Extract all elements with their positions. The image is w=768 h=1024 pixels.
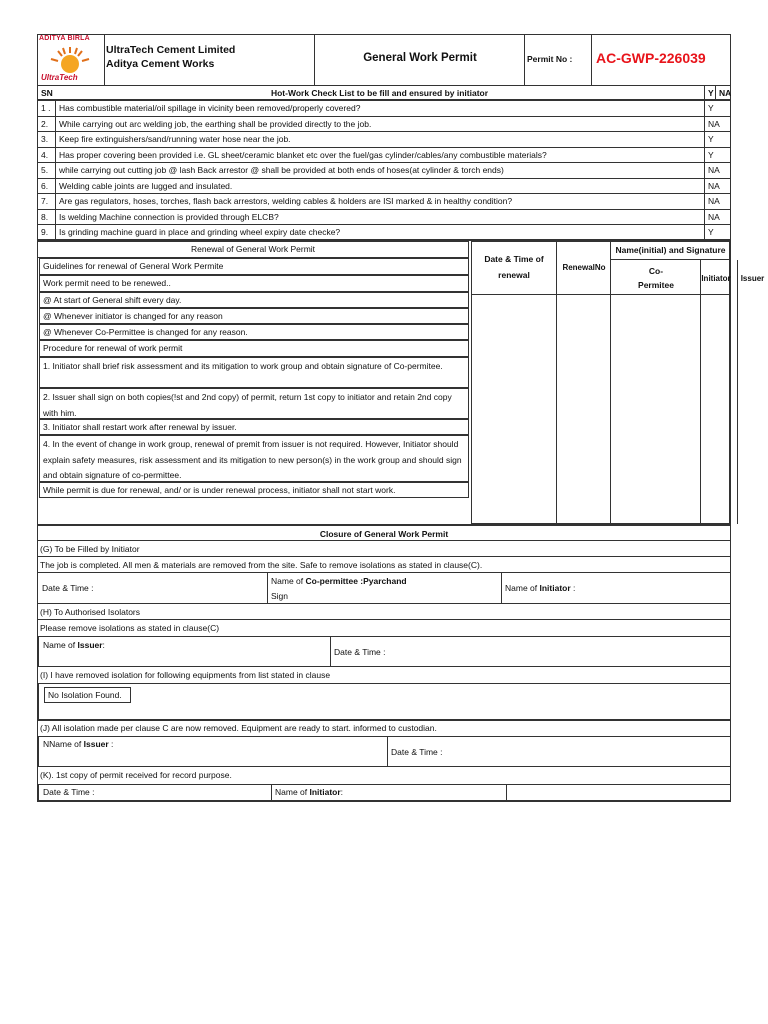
- h-issuer-label: Name of: [43, 640, 78, 650]
- closure-i-label: (I) I have removed isolation for following equipments from list stated in clause: [40, 670, 331, 680]
- aditya-birla-sun-logo-icon: [43, 45, 97, 73]
- k-initiator-bold: Initiator: [309, 787, 341, 797]
- na-header: NA: [715, 85, 732, 100]
- j-issuer-field: [40, 736, 116, 752]
- checklist-text: Welding cable joints are lugged and insulated.: [59, 180, 233, 191]
- col-renewal-no-divider: [557, 241, 611, 524]
- checklist-sn: 7.: [41, 196, 49, 206]
- closure-h-text: Please remove isolations as stated in clause(C): [40, 623, 220, 633]
- g-date-time: Date & Time :: [42, 583, 94, 593]
- k-initiator-field: [272, 784, 346, 800]
- col-copermitee-header: Co-Permitee: [638, 266, 674, 290]
- checklist-sn: 4.: [41, 149, 49, 160]
- i-value: No Isolation Found.: [44, 687, 131, 703]
- checklist-row: [37, 193, 731, 210]
- procedure-step-4: 4. In the event of change in work group, renewal of premit from issuer is not required. However, Initiator should explain safety measures, risk assessment and its mitigation to new person(s) in the work group and should sign and obtain signature of co-permittee.: [39, 435, 469, 482]
- renewal-need-text: Work permit need to be renewed..: [39, 275, 469, 292]
- g-copermittee-label: Name of: [271, 576, 306, 586]
- renewal-title: Renewal of General Work Permit: [37, 241, 469, 258]
- k-row: [38, 784, 731, 801]
- renewal-rule-1: @ At start of General shift every day.: [39, 292, 469, 308]
- permit-no-label-block: [525, 34, 592, 86]
- y-header: Y: [704, 85, 716, 100]
- checklist-text: Has proper covering been provided i.e. GL sheet/ceramic blanket etc over the fuel/gas cylinder/cables/any combustible materials?: [59, 149, 547, 160]
- procedure-step-1: 1. Initiator shall brief risk assessment and its mitigation to work group and obtain signature of Co-permitee.: [39, 357, 469, 388]
- procedure-step-2: 2. Issuer shall sign on both copies(!st and 2nd copy) of permit, return 1st copy to initiator and retain 2nd copy with him.: [39, 388, 469, 419]
- closure-title: Closure of General Work Permit: [319, 529, 449, 539]
- g-sign-label: Sign: [271, 591, 289, 601]
- j-issuer-after: :: [108, 739, 114, 749]
- doc-title-block: [315, 34, 525, 86]
- company-block: [105, 34, 315, 86]
- checklist-answer: Y: [704, 131, 732, 147]
- checklist-row: [37, 131, 731, 148]
- closure-j-label: (J) All isolation made per clause C are now removed. Equipment are ready to start. informed to custodian.: [40, 723, 437, 733]
- col-name-sig-header: Name(initial) and Signature: [611, 243, 730, 260]
- k-initiator-after: :: [340, 787, 344, 797]
- g-initiator-field: [502, 580, 578, 596]
- j-issuer-row: [38, 736, 731, 767]
- works-name: Aditya Cement Works: [106, 58, 215, 70]
- checklist-answer: Y: [704, 100, 732, 116]
- checklist-answer: NA: [704, 178, 732, 194]
- h-date-time: Date & Time :: [334, 647, 386, 657]
- checklist-answer: NA: [704, 162, 732, 178]
- doc-title: General Work Permit: [363, 52, 477, 64]
- checklist-text: Are gas regulators, hoses, torches, flash back arrestors, welding cables & holders are ISI marked & in healthy condition?: [59, 196, 513, 206]
- renewal-section: [37, 239, 765, 525]
- closure-g-label: (G) To be Filled by Initiator: [40, 544, 140, 554]
- k-initiator-label: Name of: [275, 787, 310, 797]
- g-copermittee-value: Pyarchand: [363, 576, 407, 586]
- renewal-rule-3: @ Whenever Co-Permittee is changed for any reason.: [39, 324, 469, 340]
- closure-k-label: (K). 1st copy of permit received for record purpose.: [40, 770, 232, 780]
- checklist-sn: 9.: [41, 227, 49, 237]
- checklist-text: Has combustible material/oil spillage in vicinity been removed/properly covered?: [59, 103, 361, 113]
- logo-product: UltraTech: [41, 73, 78, 82]
- checklist-sn: 3.: [41, 134, 49, 144]
- col-issuer-header: Issuer: [740, 274, 765, 283]
- checklist-sn: 8.: [41, 211, 49, 222]
- checklist-row: [37, 209, 731, 226]
- logo-area: [37, 34, 105, 86]
- checklist-row: [37, 147, 731, 164]
- renewal-warning: While permit is due for renewal, and/ or is under renewal process, initiator shall not start work.: [39, 482, 469, 498]
- h-issuer-bold: Issuer: [77, 640, 103, 650]
- checklist-sn: 6.: [41, 180, 49, 191]
- i-value-row: [38, 683, 731, 720]
- renewal-rule-2: @ Whenever initiator is changed for any reason: [39, 308, 469, 324]
- h-issuer-field: [40, 637, 108, 653]
- checklist-answer: Y: [704, 147, 732, 163]
- checklist-row: [37, 116, 731, 133]
- checklist-text: while carrying out cutting job @ lash Back arrestor @ shall be provided at both ends of hoses(at cylinder & torch ends): [59, 165, 504, 175]
- col-initiator-divider: [611, 260, 738, 524]
- logo-brand: ADITYA BIRLA: [39, 35, 90, 42]
- k-date-time: Date & Time :: [43, 787, 95, 797]
- j-issuer-label: NName of: [43, 739, 84, 749]
- procedure-step-3: 3. Initiator shall restart work after renewal by issuer.: [39, 419, 469, 435]
- sn-header: SN: [41, 88, 53, 98]
- checklist-answer: NA: [704, 116, 732, 132]
- checklist-title: Hot-Work Check List to be fill and ensured by initiator: [270, 88, 489, 98]
- checklist-text: Keep fire extinguishers/sand/running water hose near the job.: [59, 134, 291, 144]
- g-copermittee-field: [268, 573, 410, 589]
- closure-h-label: (H) To Authorised Isolators: [40, 607, 140, 617]
- g-copermittee-bold: Co-permittee :: [305, 576, 364, 586]
- checklist-text: Is welding Machine connection is provided through ELCB?: [59, 211, 279, 222]
- g-initiator-bold: Initiator: [539, 583, 571, 593]
- guidelines-title: Guidelines for renewal of General Work Permite: [39, 258, 469, 275]
- col-renewal-divider: [471, 241, 557, 524]
- checklist-answer: NA: [704, 193, 732, 209]
- checklist-sn: 2.: [41, 118, 49, 129]
- col-initiator-header: Initiator: [701, 274, 731, 283]
- permit-no-label: Permit No :: [527, 54, 573, 64]
- permit-number: AC-GWP-226039: [596, 50, 706, 66]
- checklist-answer: Y: [704, 224, 732, 240]
- col-renewal-no-header: RenewalNo: [562, 263, 606, 272]
- checklist-header-row: [37, 85, 731, 100]
- j-date-time: Date & Time :: [391, 747, 443, 757]
- g-initiator-label: Name of: [505, 583, 540, 593]
- checklist-sn: 1 .: [41, 103, 51, 113]
- checklist-row: [37, 178, 731, 195]
- checklist-answer: NA: [704, 209, 732, 225]
- checklist-text: Is grinding machine guard in place and grinding wheel expiry date checke?: [59, 227, 341, 237]
- j-issuer-bold: Issuer: [83, 739, 109, 749]
- h-issuer-after: :: [102, 640, 105, 650]
- g-initiator-after: :: [570, 583, 576, 593]
- closure-g-text: The job is completed. All men & materials are removed from the site. Safe to remove isolations as stated in clause(C).: [40, 560, 483, 570]
- company-name: UltraTech Cement Limited: [106, 44, 236, 56]
- checklist-row: [37, 162, 731, 179]
- col-datetime-header: Date & Time of renewal: [472, 251, 557, 295]
- checklist-row: [37, 100, 731, 117]
- checklist-text: While carrying out arc welding job, the earthing shall be provided directly to the job.: [59, 118, 372, 129]
- checklist-sn: 5.: [41, 165, 49, 175]
- k-col-divider-2: [506, 784, 507, 801]
- procedure-title: Procedure for renewal of work permit: [39, 340, 469, 357]
